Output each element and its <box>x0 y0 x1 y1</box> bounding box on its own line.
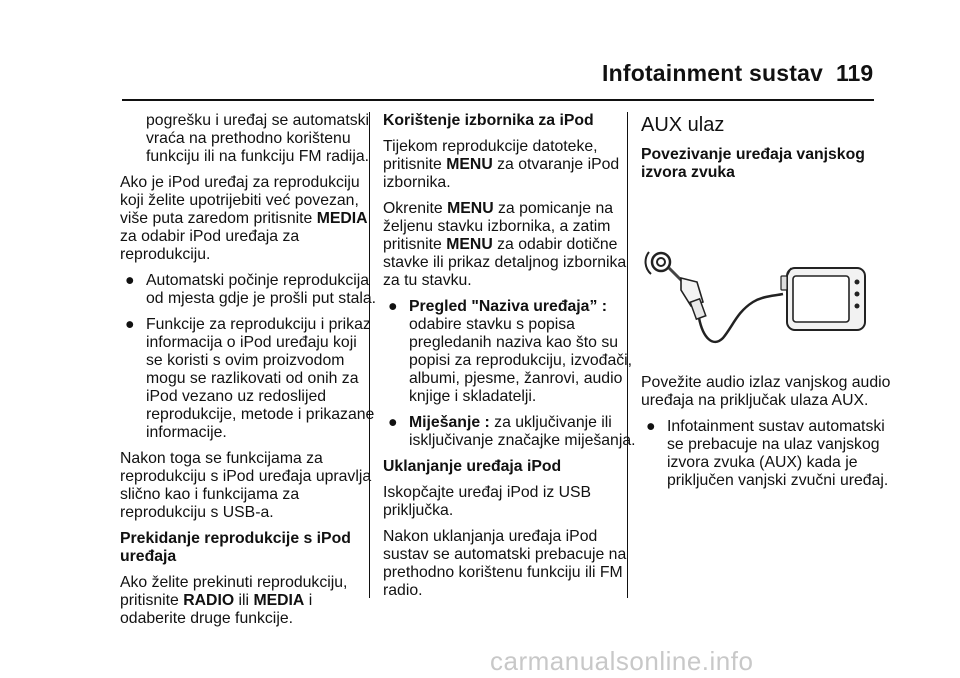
text-fragment: pritisnite <box>120 592 184 609</box>
text-fragment: pritisnite <box>383 156 447 173</box>
text-line: Iskopčajte uređaj iPod iz USB <box>383 484 592 501</box>
text-line: vraća na prethodno korištenu <box>146 130 351 147</box>
column-1 <box>120 112 377 636</box>
text-line: iPod vezano uz redoslijed <box>146 388 327 405</box>
text-line: priključka. <box>383 502 454 519</box>
section-heading <box>120 530 356 566</box>
section-heading <box>641 146 879 182</box>
text-line: slično kao i funkcijama za <box>120 486 300 503</box>
page-number: 119 <box>836 60 874 86</box>
menu-option-name: Pregled "Naziva uređaja” : <box>409 298 608 315</box>
button-name-radio: RADIO <box>183 592 235 609</box>
header-rule <box>122 99 874 101</box>
text-line: izvora zvuka <box>641 164 735 181</box>
aux-connection-illustration <box>641 246 879 356</box>
text-fragment: i <box>304 592 313 609</box>
button-name-menu: MENU <box>446 156 493 173</box>
paragraph-connect-aux <box>641 374 891 410</box>
watermark: carmanualsonline.info <box>490 646 754 676</box>
text-line: reprodukcije, metode i prikazane <box>146 406 375 423</box>
text-line: za odabir iPod uređaja za <box>120 228 300 245</box>
bullet-item <box>383 414 636 450</box>
section-heading: Uklanjanje uređaja iPod <box>383 458 562 475</box>
continued-bullet-text <box>120 112 370 166</box>
text-line: Ako želite prekinuti reprodukciju, <box>120 574 348 591</box>
paragraph-stop-playback <box>120 574 356 628</box>
text-line: Nakon toga se funkcijama za <box>120 450 323 467</box>
menu-option-name: Miješanje : <box>409 414 490 431</box>
text-line: Automatski počinje reprodukcija <box>146 272 370 289</box>
paragraph-usb-like <box>120 450 372 522</box>
text-line: pregledanih naziva kao što su <box>409 334 619 351</box>
text-line: prethodno korištenu funkciju ili FM <box>383 564 623 581</box>
text-line: Tijekom reprodukcije datoteke, <box>383 138 598 155</box>
text-fragment: ili <box>234 592 254 609</box>
text-line: mogu se razlikovati od onih za <box>146 370 359 387</box>
text-line: popisi za reprodukciju, izvođači, <box>409 352 633 369</box>
aux-plug-icon <box>669 268 706 319</box>
text-line: od mjesta gdje je prošli put stala. <box>146 290 377 307</box>
text-line: pogrešku i uređaj se automatski <box>146 112 370 129</box>
paragraph-ipod-select <box>120 174 368 264</box>
column-3-lower <box>641 374 891 498</box>
bullet-icon: ● <box>388 414 398 431</box>
paragraph-navigate-menu <box>383 200 627 290</box>
text-fragment: za odabir dotične <box>492 236 618 253</box>
text-line: izbornika. <box>383 174 451 191</box>
button-name-menu: MENU <box>446 236 493 253</box>
text-fragment: Okrenite <box>383 200 448 217</box>
text-line: više puta zaredom pritisnite <box>120 210 317 227</box>
text-line: za tu stavku. <box>383 272 472 289</box>
paragraph-after-removal <box>383 528 627 600</box>
section-title-aux: AUX ulaz <box>641 114 725 136</box>
text-line: Ako je iPod uređaj za reprodukciju <box>120 174 360 191</box>
text-line: Nakon uklanjanja uređaja iPod <box>383 528 598 545</box>
bullet-icon: ● <box>125 272 135 289</box>
bullet-icon: ● <box>125 316 135 333</box>
bullet-icon: ● <box>646 418 656 435</box>
column-divider-1 <box>369 112 370 598</box>
text-line: knjige i skladatelji. <box>409 388 537 405</box>
column-3 <box>641 112 879 190</box>
text-line: Prekidanje reprodukcije s iPod <box>120 530 351 547</box>
text-line: reprodukciju. <box>120 246 211 263</box>
portable-audio-device-icon <box>781 268 865 330</box>
paragraph-unplug <box>383 484 619 520</box>
text-fragment: za uključivanje ili <box>489 414 612 431</box>
text-line: informacija o iPod uređaju koji <box>146 334 357 351</box>
text-fragment: pritisnite <box>383 236 447 253</box>
text-line: odabire stavku s popisa <box>409 316 575 333</box>
text-line: informacije. <box>146 424 227 441</box>
text-line: stavke ili prikaz detaljnog izbornika <box>383 254 627 271</box>
button-name-media: MEDIA <box>316 210 368 227</box>
text-line: Povezivanje uređaja vanjskog <box>641 146 865 163</box>
text-line: priključen vanjski zvučni uređaj. <box>667 472 889 489</box>
text-fragment: za otvaranje iPod <box>492 156 620 173</box>
button-name-media: MEDIA <box>253 592 305 609</box>
text-line: uređaja <box>120 548 177 565</box>
text-line: albumi, pjesme, žanrovi, audio <box>409 370 623 387</box>
text-line: Povežite audio izlaz vanjskog audio <box>641 374 891 391</box>
section-heading: Korištenje izbornika za iPod <box>383 112 594 129</box>
text-line: isključivanje značajke miješanja. <box>409 432 636 449</box>
column-2 <box>383 112 636 608</box>
text-line: željenu stavku izbornika, a zatim <box>383 218 611 235</box>
page-header-title: Infotainment sustav <box>602 60 824 86</box>
text-line: koji želite upotrijebiti već povezan, <box>120 192 359 209</box>
bullet-item <box>120 316 375 442</box>
text-line: Infotainment sustav automatski <box>667 418 885 435</box>
aux-cable-icon <box>699 294 783 342</box>
paragraph-open-menu <box>383 138 619 192</box>
bullet-item <box>641 418 889 490</box>
bullet-item <box>120 272 377 308</box>
text-line: izvora zvuka (AUX) kada je <box>667 454 858 471</box>
bullet-item <box>383 298 633 406</box>
text-line: uređaja na priključak ulaza AUX. <box>641 392 869 409</box>
text-fragment: za pomicanje na <box>493 200 614 217</box>
text-line: sustav se automatski prebacuje na <box>383 546 627 563</box>
text-line: se koristi s ovim proizvodom <box>146 352 345 369</box>
text-line: se prebacuje na ulaz vanjskog <box>667 436 880 453</box>
bullet-icon: ● <box>388 298 398 315</box>
aux-port-icon <box>646 252 670 274</box>
text-line: Funkcije za reprodukciju i prikaz <box>146 316 371 333</box>
text-line: reprodukciju s iPod uređaja upravlja <box>120 468 372 485</box>
text-line: odaberite druge funkcije. <box>120 610 294 627</box>
text-line: reprodukciju s USB-a. <box>120 504 274 521</box>
text-line: funkciju ili na funkciju FM radija. <box>146 148 369 165</box>
button-name-menu: MENU <box>447 200 494 217</box>
text-line: radio. <box>383 582 423 599</box>
